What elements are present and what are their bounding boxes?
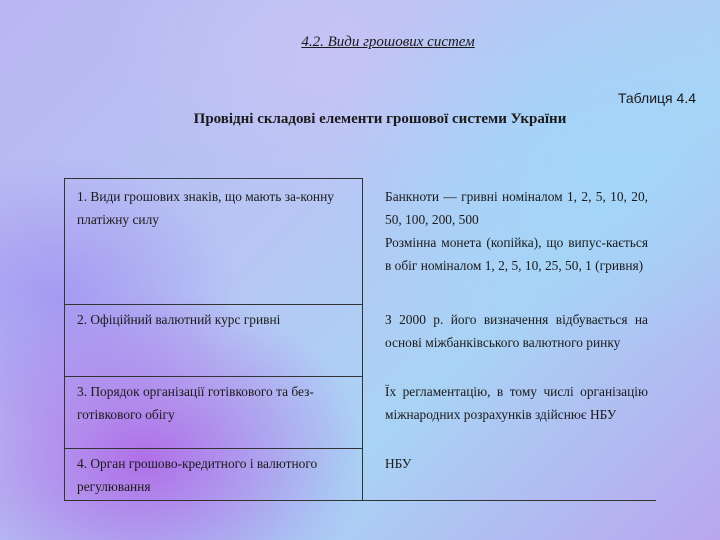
section-title: 4.2. Види грошових систем xyxy=(301,34,475,50)
element-cell: 2. Офіційний валютний курс гривні xyxy=(65,305,363,377)
table-caption: Провідні складові елементи грошової системи України xyxy=(193,111,567,127)
monetary-system-table xyxy=(64,178,656,501)
description-paragraph: Їх регламентацію, в тому числі організацію міжнародних розрахунків здійснює НБУ xyxy=(385,383,648,422)
element-cell: 1. Види грошових знаків, що мають за-конну платіжну силу xyxy=(65,179,363,305)
element-cell: 3. Порядок організації готівкового та без-готівкового обігу xyxy=(65,377,363,449)
table-row xyxy=(65,377,657,449)
description-paragraph: НБУ xyxy=(385,455,412,471)
description-paragraph: Розмінна монета (копійка), що випус-кається в обіг номіналом 1, 2, 5, 10, 25, 50, 1 (гривня) xyxy=(385,234,648,273)
description-cell xyxy=(363,305,657,377)
table-number: Таблиця 4.4 xyxy=(617,90,696,106)
element-cell: 4. Орган грошово-кредитного і валютного регулювання xyxy=(65,449,363,501)
description-cell xyxy=(363,179,657,305)
table-row xyxy=(65,449,657,501)
description-paragraph: З 2000 р. його визначення відбувається на основі міжбанківського валютного ринку xyxy=(385,311,648,350)
description-cell xyxy=(363,449,657,501)
description-cell xyxy=(363,377,657,449)
table-row xyxy=(65,179,657,305)
description-paragraph: Банкноти — гривні номіналом 1, 2, 5, 10, 20, 50, 100, 200, 500 xyxy=(385,188,648,227)
table-row xyxy=(65,305,657,377)
